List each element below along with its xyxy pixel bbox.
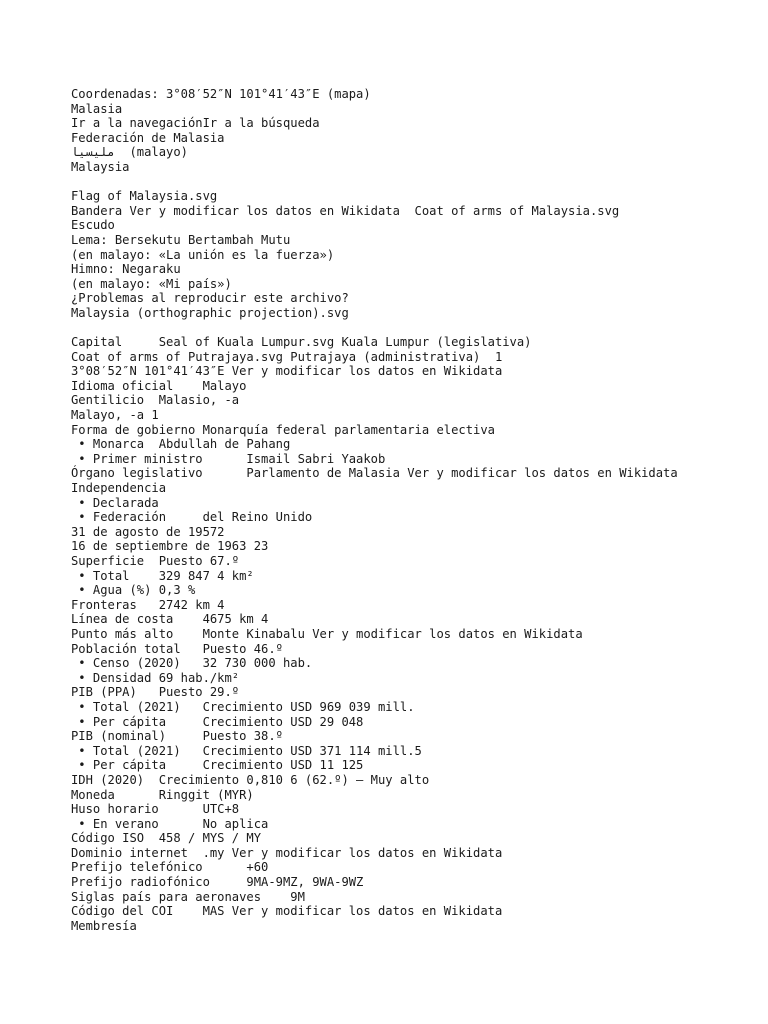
- text-line: • Total (2021) Crecimiento USD 969 039 mill.: [71, 699, 415, 714]
- text-line: Escudo: [71, 218, 115, 233]
- text-line: • En verano No aplica: [71, 816, 269, 831]
- text-line: Prefijo radiofónico 9MA-9MZ, 9WA-9WZ: [71, 875, 364, 890]
- text-line: ¿Problemas al reproducir este archivo?: [71, 291, 349, 306]
- text-line: Siglas país para aeronaves 9M: [71, 889, 305, 904]
- text-line: Independencia: [71, 481, 167, 496]
- text-line: Coordenadas: 3°08′52″N 101°41′43″E (mapa): [71, 87, 371, 101]
- text-line: Código ISO 458 / MYS / MY: [71, 831, 262, 846]
- text-line: Malaysia (orthographic projection).svg: [71, 305, 349, 320]
- text-line: (en malayo: «Mi país»): [71, 276, 232, 291]
- text-line: 31 de agosto de 19572: [71, 524, 225, 539]
- text-line: Malasia: [71, 101, 123, 116]
- text-line: IDH (2020) Crecimiento 0,810 6 (62.º) – Muy alto: [71, 772, 430, 787]
- text-line: Moneda Ringgit (MYR): [71, 787, 254, 802]
- text-line: • Per cápita Crecimiento USD 29 048: [71, 714, 364, 729]
- text-line: Membresía: [71, 918, 137, 933]
- text-line: Ir a la navegaciónIr a la búsqueda: [71, 116, 320, 131]
- text-line: Huso horario UTC+8: [71, 802, 240, 817]
- text-line: ملیسيا (malayo): [71, 145, 188, 160]
- text-line: Federación de Malasia: [71, 130, 225, 145]
- text-line: Gentilicio Malasio, -a: [71, 393, 240, 408]
- text-line: • Densidad 69 hab./km²: [71, 670, 240, 685]
- blank-line: [71, 175, 761, 190]
- text-line: • Declarada: [71, 495, 159, 510]
- text-line: PIB (nominal) Puesto 38.º: [71, 729, 283, 744]
- text-line: Malaysia: [71, 159, 130, 174]
- text-line: • Per cápita Crecimiento USD 11 125: [71, 758, 364, 773]
- text-line: Bandera Ver y modificar los datos en Wikidata Coat of arms of Malaysia.svg: [71, 203, 620, 218]
- text-line: Población total Puesto 46.º: [71, 641, 283, 656]
- text-line: Idioma oficial Malayo: [71, 378, 247, 393]
- text-line: Dominio internet .my Ver y modificar los datos en Wikidata: [71, 845, 503, 860]
- text-line: Prefijo telefónico +60: [71, 860, 269, 875]
- text-line: PIB (PPA) Puesto 29.º: [71, 685, 240, 700]
- text-line: 16 de septiembre de 1963 23: [71, 539, 269, 554]
- text-line: (en malayo: «La unión es la fuerza»): [71, 247, 335, 262]
- text-line: Fronteras 2742 km 4: [71, 597, 225, 612]
- text-line: • Total (2021) Crecimiento USD 371 114 mill.5: [71, 743, 422, 758]
- text-line: Malayo, -a 1: [71, 408, 159, 423]
- text-line: Punto más alto Monte Kinabalu Ver y modificar los datos en Wikidata: [71, 626, 583, 641]
- document-body: [71, 87, 761, 933]
- text-line: Superficie Puesto 67.º: [71, 554, 240, 568]
- text-line: 3°08′52″N 101°41′43″E Ver y modificar los datos en Wikidata: [71, 364, 503, 379]
- text-line: • Censo (2020) 32 730 000 hab.: [71, 656, 313, 671]
- text-line: Capital Seal of Kuala Lumpur.svg Kuala Lumpur (legislativa): [71, 335, 532, 350]
- text-line: • Agua (%) 0,3 %: [71, 583, 196, 598]
- text-line: Línea de costa 4675 km 4: [71, 612, 269, 627]
- text-line: Coat of arms of Putrajaya.svg Putrajaya (administrativa) 1: [71, 349, 503, 364]
- text-line: Forma de gobierno Monarquía federal parlamentaria electiva: [71, 422, 495, 437]
- text-line: Lema: Bersekutu Bertambah Mutu: [71, 232, 291, 247]
- text-line: Himno: Negaraku: [71, 262, 181, 277]
- text-line: Flag of Malaysia.svg: [71, 189, 218, 204]
- text-line: • Federación del Reino Unido: [71, 510, 313, 525]
- blank-line: [71, 321, 761, 336]
- text-line: Código del COI MAS Ver y modificar los datos en Wikidata: [71, 904, 503, 919]
- text-line: • Monarca Abdullah de Pahang: [71, 437, 291, 452]
- text-line: Órgano legislativo Parlamento de Malasia Ver y modificar los datos en Wikidata: [71, 466, 678, 481]
- text-line: • Total 329 847 4 km²: [71, 568, 254, 583]
- text-line: • Primer ministro Ismail Sabri Yaakob: [71, 451, 386, 466]
